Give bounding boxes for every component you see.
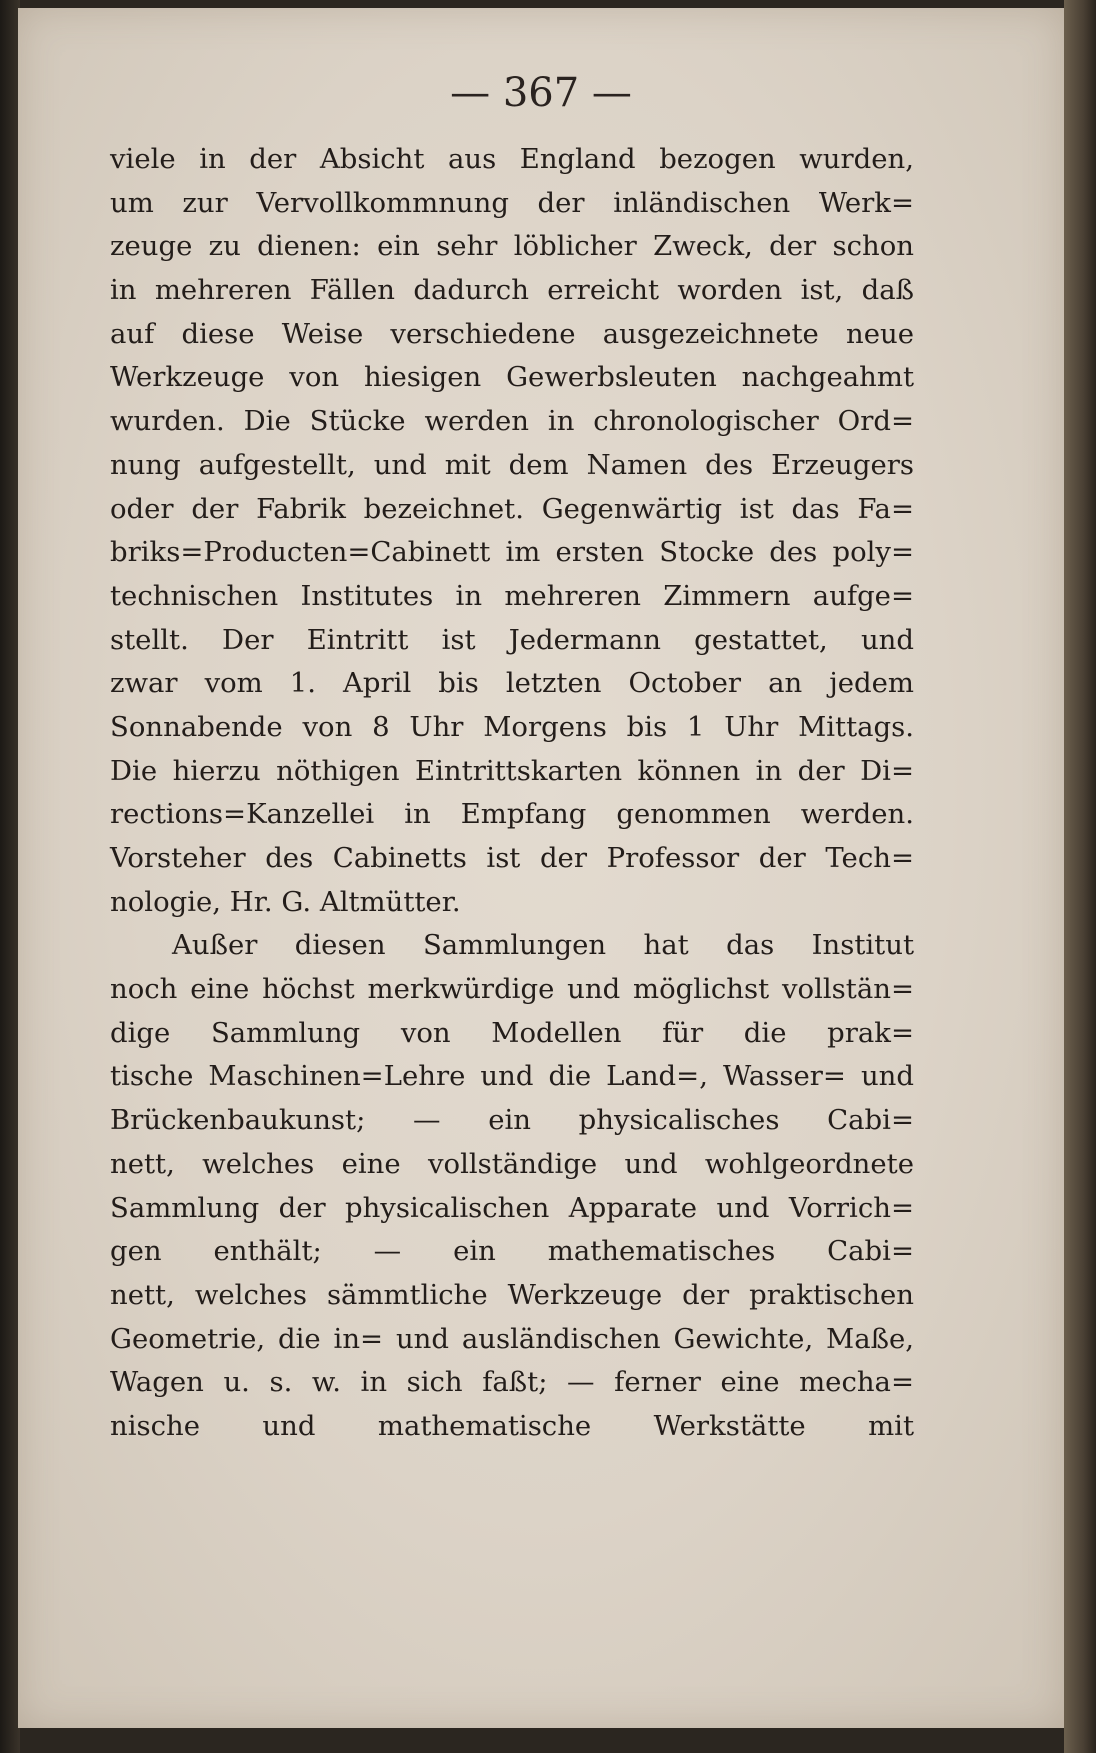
text-line: technischen Institutes in mehreren Zimmern aufge= — [110, 579, 914, 612]
text-line: Geometrie, die in= und ausländischen Gewichte, Maße, — [110, 1322, 914, 1355]
text-line: zwar vom 1. April bis letzten October an jedem — [110, 667, 914, 700]
text-line: tische Maschinen=Lehre und die Land=, Wasser= und — [110, 1060, 914, 1093]
text-line: nett, welches sämmtliche Werkzeuge der praktischen — [110, 1278, 914, 1311]
text-line: dige Sammlung von Modellen für die prak= — [110, 1016, 914, 1049]
book-page — [18, 8, 1064, 1728]
text-line: viele in der Absicht aus England bezogen wurden, — [110, 143, 914, 175]
text-line: Vorsteher des Cabinetts ist der Professor der Tech= — [110, 842, 914, 874]
text-line: zeuge zu dienen: ein sehr löblicher Zweck, der schon — [110, 230, 914, 263]
text-line: Brückenbaukunst; — ein physicalisches Cabi= — [110, 1104, 914, 1137]
paragraph-start-line: Außer diesen Sammlungen hat das Institut — [172, 929, 914, 962]
text-line: Wagen u. s. w. in sich faßt; — ferner eine mecha= — [110, 1366, 914, 1399]
text-line: nett, welches eine vollständige und wohlgeordnete — [110, 1147, 914, 1180]
text-line: wurden. Die Stücke werden in chronologischer Ord= — [110, 405, 914, 438]
paragraph-end-line: nologie, Hr. G. Altmütter. — [110, 885, 461, 918]
text-line: Werkzeuge von hiesigen Gewerbsleuten nachgeahmt — [110, 361, 914, 394]
body-text — [110, 138, 914, 1449]
text-line: Die hierzu nöthigen Eintrittskarten können in der Di= — [110, 754, 914, 787]
text-line: nische und mathematische Werkstätte mit — [110, 1409, 914, 1442]
text-line: Sonnabende von 8 Uhr Morgens bis 1 Uhr Mittags. — [110, 710, 914, 743]
book-binding-edge — [0, 0, 20, 1753]
text-line: noch eine höchst merkwürdige und möglichst vollstän= — [110, 973, 914, 1006]
text-line: briks=Producten=Cabinett im ersten Stocke des poly= — [110, 536, 914, 569]
page-number-header: — 367 — — [450, 70, 632, 116]
text-line: gen enthält; — ein mathematisches Cabi= — [110, 1235, 914, 1268]
text-line: Sammlung der physicalischen Apparate und Vorrich= — [110, 1191, 914, 1224]
text-line: um zur Vervollkommnung der inländischen Werk= — [110, 186, 914, 219]
page-stack-edge — [1064, 0, 1096, 1753]
text-line: nung aufgestellt, und mit dem Namen des Erzeugers — [110, 448, 914, 481]
text-line: oder der Fabrik bezeichnet. Gegenwärtig ist das Fa= — [110, 492, 914, 525]
text-line: stellt. Der Eintritt ist Jedermann gestattet, und — [110, 623, 914, 656]
text-line: rections=Kanzellei in Empfang genommen werden. — [110, 798, 914, 831]
text-line: in mehreren Fällen dadurch erreicht worden ist, daß — [110, 274, 914, 307]
text-line: auf diese Weise verschiedene ausgezeichnete neue — [110, 317, 914, 350]
